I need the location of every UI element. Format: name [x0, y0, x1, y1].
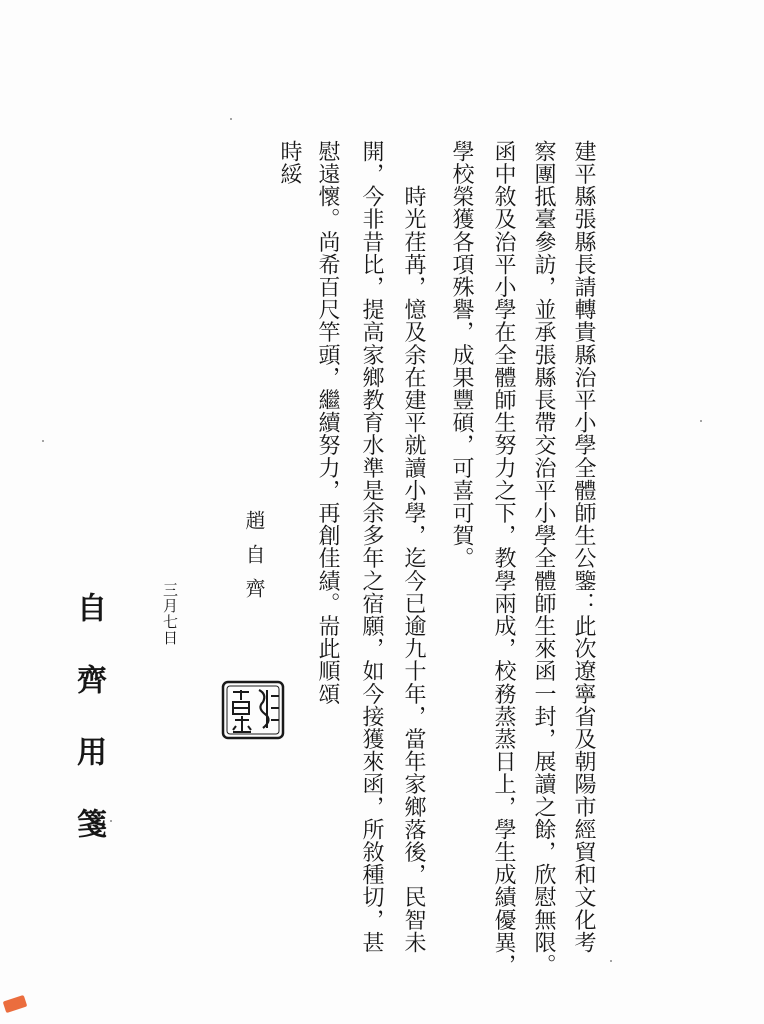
letter-line-3: 函中敘及治平小學在全體師生努力之下，教學兩成，校務蒸蒸日上，學生成績優異， — [491, 140, 516, 977]
letter-closing: 時綏 — [277, 140, 302, 186]
letter-line-4: 學校榮獲各項殊譽，成果豐碩，可喜可賀。 — [449, 140, 474, 570]
letter-line-6: 開，今非昔比，提高家鄉教育水準是余多年之宿願，如今接獲來函，所敘種切，甚 — [359, 140, 384, 954]
paper-speck — [110, 820, 112, 822]
paper-speck — [230, 118, 232, 120]
letter-date: 三月七日 — [161, 582, 179, 646]
letter-line-1: 建平縣張縣長請轉貴縣治平小學全體師生公鑒：此次遼寧省及朝陽市經貿和文化考 — [571, 140, 596, 954]
letter-line-5: 時光荏苒，憶及余在建平就讀小學，迄今已逾九十年，當年家鄉落後，民智未 — [401, 140, 426, 954]
paper-speck — [42, 440, 44, 442]
letter-line-7: 慰遠懷。尚希百尺竿頭，繼續努力，再創佳績。耑此順頌 — [315, 140, 340, 705]
name-seal — [221, 680, 285, 740]
letter-line-2: 察團抵臺參訪，並承張縣長帶交治平小學全體師生來函一封，展讀之餘，欣慰無限。 — [531, 140, 556, 977]
paper-speck — [610, 960, 612, 962]
paper-speck — [700, 420, 702, 422]
letterhead-title: 自齊用箋 — [71, 592, 106, 880]
sender-name: 趙自齊 — [242, 510, 266, 612]
orange-smudge — [3, 995, 28, 1013]
